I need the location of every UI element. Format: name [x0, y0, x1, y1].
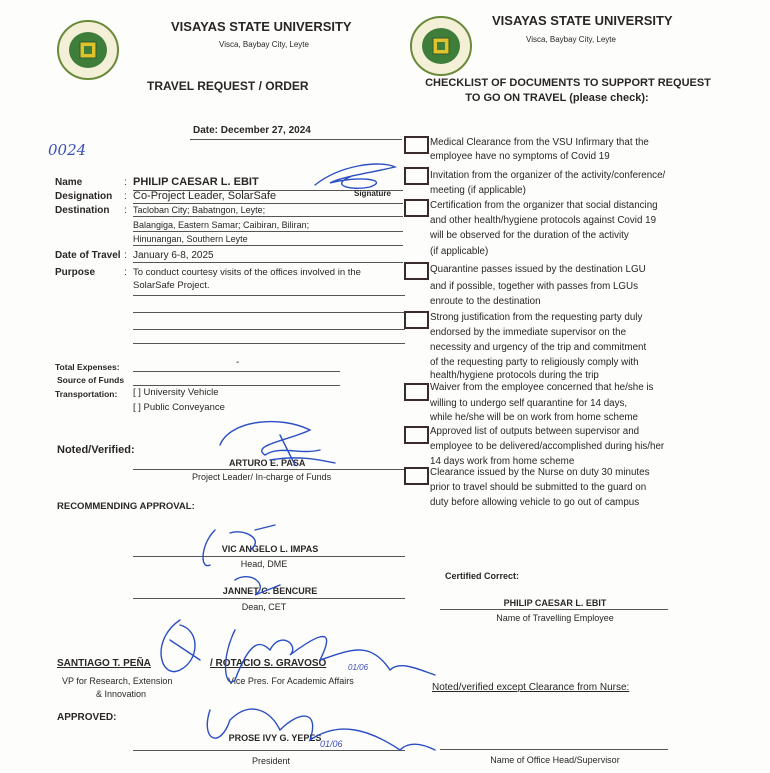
- noted-name: ARTURO E. PASA: [229, 458, 306, 468]
- name-label: Name: [55, 177, 83, 188]
- recommender-2-name: JANNET C. BENCURE: [222, 586, 318, 596]
- divider: [133, 329, 405, 330]
- checklist-item-text: employee to be delivered/accomplished during his/her: [430, 441, 665, 452]
- checklist-item-text: health/hygiene protocols during the trip: [430, 370, 599, 381]
- employee-caption: Name of Travelling Employee: [496, 613, 614, 623]
- employee-signature: [310, 155, 400, 195]
- checklist-item-text: of the requesting party to religiously comply with: [430, 357, 639, 368]
- destination-line: Hinunangan, Southern Leyte: [133, 234, 248, 244]
- recommender-1-name: VIC ANGELO L. IMPAS: [221, 544, 319, 554]
- recommender-1-title: Head, DME: [240, 559, 288, 569]
- university-name: VISAYAS STATE UNIVERSITY: [492, 13, 673, 28]
- approved-label: APPROVED:: [57, 712, 117, 723]
- president-title: President: [251, 756, 291, 766]
- total-expenses-label: Total Expenses:: [55, 362, 120, 372]
- vp1-name: SANTIAGO T. PEÑA: [57, 658, 151, 669]
- form-title: TRAVEL REQUEST / ORDER: [147, 79, 309, 93]
- university-name: VISAYAS STATE UNIVERSITY: [171, 19, 352, 34]
- vp1-title: VP for Research, Extension: [62, 676, 173, 686]
- purpose-label: Purpose: [55, 267, 96, 278]
- recommender-2-title: Dean, CET: [241, 602, 287, 612]
- vp1-title: & Innovation: [96, 689, 147, 699]
- checklist-item-text: Certification from the organizer that social distancing: [430, 200, 658, 211]
- checklist-checkbox[interactable]: [404, 426, 429, 444]
- checklist-item-text: enroute to the destination: [430, 296, 541, 307]
- checklist-checkbox[interactable]: [404, 136, 429, 154]
- checklist-checkbox[interactable]: [404, 383, 429, 401]
- colon: :: [124, 191, 127, 202]
- handwritten-initials: 01/06: [320, 739, 343, 749]
- destination-line: Tacloban City; Babatngon, Leyte;: [133, 205, 266, 215]
- checklist-item-text: Medical Clearance from the VSU Infirmary that the: [430, 137, 649, 148]
- divider: [133, 216, 403, 217]
- employee-name: PHILIP CAESAR L. EBIT: [503, 598, 607, 608]
- head-caption: Name of Office Head/Supervisor: [490, 755, 620, 765]
- destination-line: Balangiga, Eastern Samar; Caibiran, Biliran;: [133, 220, 310, 230]
- name-value: PHILIP CAESAR L. EBIT: [133, 176, 259, 188]
- checklist-item-text: while he/she will be on work from home scheme: [430, 412, 639, 423]
- checklist-item-text: employee have no symptoms of Covid 19: [430, 151, 610, 162]
- checklist-title: TO GO ON TRAVEL (please check):: [465, 92, 649, 104]
- checklist-checkbox[interactable]: [404, 199, 429, 217]
- request-date: Date: December 27, 2024: [193, 125, 311, 136]
- checklist-item-text: (if applicable): [430, 246, 489, 257]
- checklist-item-text: 14 days work from home scheme: [430, 456, 575, 467]
- divider: [190, 139, 402, 140]
- handwritten-initials: 01/06: [348, 663, 369, 672]
- divider: [133, 312, 405, 313]
- certified-correct-label: Certified Correct:: [445, 571, 520, 581]
- checklist-item-text: Quarantine passes issued by the destination LGU: [430, 264, 646, 275]
- colon: :: [124, 267, 127, 278]
- destination-label: Destination: [55, 205, 110, 216]
- checklist-item-text: Clearance issued by the Nurse on duty 30 minutes: [430, 467, 650, 478]
- divider: [133, 295, 405, 296]
- checklist-item-text: endorsed by the immediate supervisor on the: [430, 327, 627, 338]
- designation-value: Co-Project Leader, SolarSafe: [133, 190, 277, 202]
- date-of-travel-value: January 6-8, 2025: [133, 250, 214, 261]
- checklist-item-text: and other health/hygiene protocols against Covid 19: [430, 215, 657, 226]
- checklist-checkbox[interactable]: [404, 311, 429, 329]
- vp2-name: / ROTACIO S. GRAVOSO: [210, 658, 327, 669]
- checklist-item-text: will be observed for the duration of the activity: [430, 230, 629, 241]
- transport-option-university-vehicle[interactable]: [ ] University Vehicle: [133, 387, 219, 398]
- checklist-checkbox[interactable]: [404, 262, 429, 280]
- checklist-item-text: Strong justification from the requesting party duly: [430, 312, 643, 323]
- checklist-checkbox[interactable]: [404, 167, 429, 185]
- university-seal-logo: [410, 16, 474, 76]
- vp2-title: Vice Pres. For Academic Affairs: [228, 676, 354, 686]
- checklist-item-text: Invitation from the organizer of the activity/conference/: [430, 170, 666, 181]
- noted-verified-label: Noted/Verified:: [57, 444, 135, 456]
- checklist-item-text: necessity and urgency of the trip and commitment: [430, 342, 647, 353]
- checklist-title: CHECKLIST OF DOCUMENTS TO SUPPORT REQUEST: [425, 77, 711, 89]
- colon: :: [124, 250, 127, 261]
- noted-title: Project Leader/ In-charge of Funds: [192, 472, 332, 482]
- checklist-item-text: Waiver from the employee concerned that he/she is: [430, 382, 654, 393]
- checklist-item-text: meeting (if applicable): [430, 185, 526, 196]
- checklist-checkbox[interactable]: [404, 467, 429, 485]
- date-of-travel-label: Date of Travel: [55, 250, 121, 261]
- university-seal-logo: [57, 20, 121, 80]
- noted-signature: [210, 415, 340, 475]
- divider: [133, 343, 405, 344]
- total-expenses-value: -: [236, 357, 240, 368]
- handwritten-number: 0024: [48, 141, 87, 159]
- university-address: Visca, Baybay City, Leyte: [219, 40, 309, 49]
- designation-label: Designation: [55, 191, 113, 202]
- noted-except-label: Noted/verified except Clearance from Nurse:: [432, 682, 630, 693]
- divider: [440, 749, 668, 750]
- purpose-line: SolarSafe Project.: [133, 280, 210, 291]
- colon: :: [124, 177, 127, 188]
- divider: [133, 262, 403, 263]
- approver-signatures: [140, 600, 440, 760]
- divider: [133, 385, 340, 386]
- checklist-item-text: and if possible, together with passes from LGUs: [430, 281, 639, 292]
- checklist-item-text: prior to travel should be submitted to the guard on: [430, 482, 647, 493]
- colon: :: [124, 205, 127, 216]
- checklist-item-text: duty before allowing vehicle to go out of campus: [430, 497, 640, 508]
- divider: [440, 609, 668, 610]
- checklist-item-text: Approved list of outputs between supervisor and: [430, 426, 640, 437]
- transportation-label: Transportation:: [55, 389, 118, 399]
- divider: [133, 231, 403, 232]
- purpose-line: To conduct courtesy visits of the offices involved in the: [133, 267, 361, 278]
- president-name: PROSE IVY G. YEPES: [228, 733, 322, 743]
- recommending-approval-label: RECOMMENDING APPROVAL:: [57, 501, 195, 512]
- checklist-item-text: willing to undergo self quarantine for 14 days,: [430, 398, 628, 409]
- divider: [133, 371, 340, 372]
- signature-label: Signature: [354, 189, 391, 198]
- university-address: Visca, Baybay City, Leyte: [526, 35, 616, 44]
- source-of-funds-label: Source of Funds: [57, 375, 125, 385]
- divider: [133, 245, 403, 246]
- transport-option-public-conveyance[interactable]: [ ] Public Conveyance: [133, 402, 225, 413]
